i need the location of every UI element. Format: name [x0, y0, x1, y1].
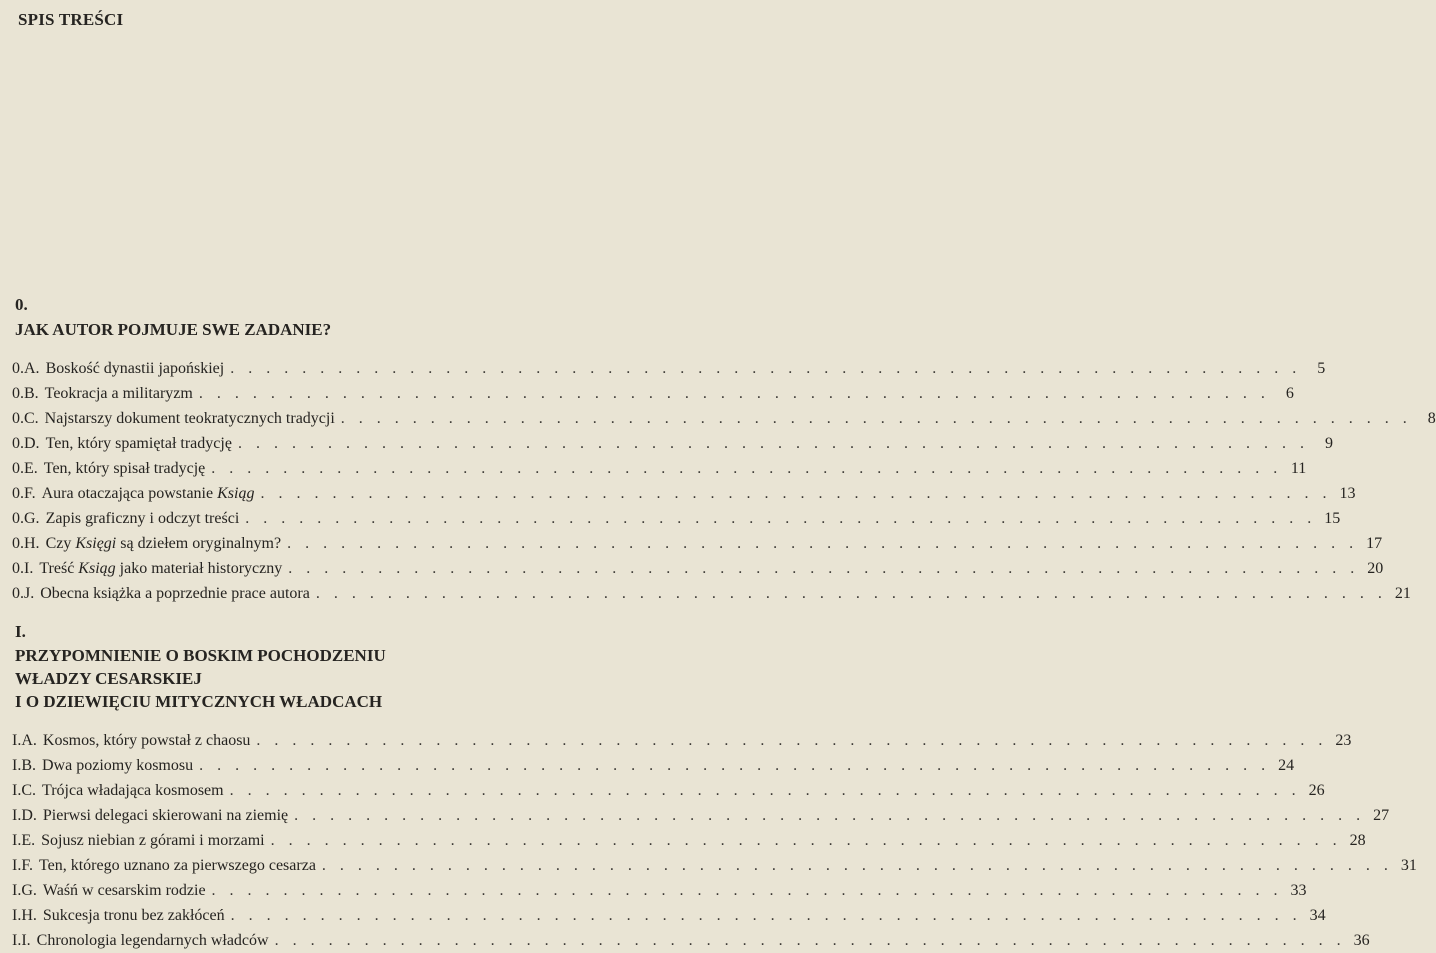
- toc-entry-page: 33: [1290, 882, 1307, 899]
- toc-entry-page: 28: [1349, 832, 1366, 849]
- toc-entry-title-text: Chronologia legendarnych władców: [36, 932, 269, 949]
- toc-entry-title: [36, 753, 193, 778]
- toc-leader-dots: . . . . . . . . . . . . . . . . . . . . . . . . . . . . . . . . . . . . . . . . . . . . . . . . . . . . . . . . . . . .: [230, 360, 1302, 377]
- toc-entry-title: [40, 431, 232, 456]
- toc-entry-title: [38, 456, 206, 481]
- toc-entry-label: 0.H.: [12, 535, 40, 552]
- toc-entry: [12, 481, 1356, 506]
- toc-entry-title: [39, 406, 335, 431]
- chapter-title-line: WŁADZY CESARSKIEJ: [15, 669, 202, 688]
- toc-entry: [12, 828, 1366, 853]
- toc-leader-dots: . . . . . . . . . . . . . . . . . . . . . . . . . . . . . . . . . . . . . . . . . . . . . . . . . . . . . . . . . . . .: [321, 857, 1393, 874]
- toc-entry-title: [33, 853, 316, 878]
- toc-entry: [12, 853, 1417, 878]
- toc-entry-page: 13: [1339, 485, 1356, 502]
- toc-leader-dots: . . . . . . . . . . . . . . . . . . . . . . . . . . . . . . . . . . . . . . . . . . . . . . . . . . . . . . . . . . . .: [198, 385, 1270, 402]
- toc-entry-page: 34: [1309, 907, 1326, 924]
- toc-entry-page: 11: [1290, 460, 1307, 477]
- toc-entry-title: [36, 778, 224, 803]
- toc-leader-dots: . . . . . . . . . . . . . . . . . . . . . . . . . . . . . . . . . . . . . . . . . . . . . . . . . . . . . . . . . . . .: [260, 485, 1332, 502]
- toc-entry-title: [35, 828, 265, 853]
- toc-leader-dots: . . . . . . . . . . . . . . . . . . . . . . . . . . . . . . . . . . . . . . . . . . . . . . . . . . . . . . . . . . . .: [287, 535, 1359, 552]
- toc-entry-title: [36, 481, 255, 506]
- toc-entry-label: I.A.: [12, 732, 37, 749]
- toc-entry: [12, 778, 1325, 803]
- toc-entry-title-text: Ten, którego uznano za pierwszego cesarza: [38, 857, 316, 874]
- toc-entry-title: [39, 381, 193, 406]
- chapter-title-line: I O DZIEWIĘCIU MITYCZNYCH WŁADCACH: [15, 692, 383, 711]
- toc-entry-label: I.G.: [12, 882, 37, 899]
- toc-entry: [12, 803, 1390, 828]
- toc-entry-label: 0.A.: [12, 360, 40, 377]
- toc-entry-label: I.I.: [12, 932, 31, 949]
- toc-entry: [12, 531, 1383, 556]
- toc-entry-title-text: jako materiał historyczny: [115, 560, 283, 577]
- toc-entry-label: I.B.: [12, 757, 36, 774]
- toc-entry-title: [40, 531, 282, 556]
- toc-entry-page: 31: [1400, 857, 1417, 874]
- toc-leader-dots: . . . . . . . . . . . . . . . . . . . . . . . . . . . . . . . . . . . . . . . . . . . . . . . . . . . . . . . . . . . .: [230, 907, 1302, 924]
- toc-leader-dots: . . . . . . . . . . . . . . . . . . . . . . . . . . . . . . . . . . . . . . . . . . . . . . . . . . . . . . . . . . . .: [288, 560, 1360, 577]
- toc-leader-dots: . . . . . . . . . . . . . . . . . . . . . . . . . . . . . . . . . . . . . . . . . . . . . . . . . . . . . . . . . . . .: [256, 732, 1328, 749]
- toc-leader-dots: . . . . . . . . . . . . . . . . . . . . . . . . . . . . . . . . . . . . . . . . . . . . . . . . . . . . . . . . . . . .: [211, 882, 1283, 899]
- toc-leader-dots: . . . . . . . . . . . . . . . . . . . . . . . . . . . . . . . . . . . . . . . . . . . . . . . . . . . . . . . . . . . .: [237, 435, 1309, 452]
- toc-entry-title-italic: Księgi: [75, 535, 117, 552]
- toc-entry: [12, 431, 1333, 456]
- toc-entry: [12, 903, 1326, 928]
- toc-entry-title: [34, 581, 310, 606]
- toc-entry-title-text: Zapis graficzny i odczyt treści: [45, 510, 240, 527]
- toc-entry-title-text: Aura otaczająca powstanie: [41, 485, 218, 502]
- toc-entry-label: 0.I.: [12, 560, 34, 577]
- toc-leader-dots: . . . . . . . . . . . . . . . . . . . . . . . . . . . . . . . . . . . . . . . . . . . . . . . . . . . . . . . . . . . .: [274, 932, 1346, 949]
- toc-leader-dots: . . . . . . . . . . . . . . . . . . . . . . . . . . . . . . . . . . . . . . . . . . . . . . . . . . . . . . . . . . . .: [270, 832, 1342, 849]
- toc-leader-dots: . . . . . . . . . . . . . . . . . . . . . . . . . . . . . . . . . . . . . . . . . . . . . . . . . . . . . . . . . . . .: [340, 410, 1412, 427]
- toc-entry: [12, 556, 1384, 581]
- toc-entry-label: 0.B.: [12, 385, 39, 402]
- toc-entry: [12, 753, 1295, 778]
- toc-entry-page: 24: [1278, 757, 1295, 774]
- toc-entry-label: 0.C.: [12, 410, 39, 427]
- toc-entry: [12, 506, 1341, 531]
- toc-entry-title: [31, 928, 269, 953]
- toc-entry-title-text: Treść: [39, 560, 79, 577]
- chapter-0-number: 0.: [15, 295, 28, 314]
- toc-entry-label: 0.J.: [12, 585, 35, 602]
- toc-entry: [12, 356, 1326, 381]
- toc-entry: [12, 878, 1307, 903]
- toc-entry-page: 17: [1366, 535, 1383, 552]
- toc-entry-title-text: Obecna książka a poprzednie prace autora: [40, 585, 310, 602]
- toc-leader-dots: . . . . . . . . . . . . . . . . . . . . . . . . . . . . . . . . . . . . . . . . . . . . . . . . . . . . . . . . . . . .: [211, 460, 1283, 477]
- toc-entry-page: 6: [1285, 385, 1294, 402]
- toc-entry-title-text: Sukcesja tronu bez zakłóceń: [42, 907, 225, 924]
- chapter-title-line: JAK AUTOR POJMUJE SWE ZADANIE?: [15, 320, 332, 339]
- toc-list-chapter-0: [12, 356, 1436, 606]
- page-title: SPIS TREŚCI: [18, 10, 124, 29]
- toc-entry-title-text: Kosmos, który powstał z chaosu: [42, 732, 251, 749]
- toc-entry-title-text: Najstarszy dokument teokratycznych tradycji: [44, 410, 335, 427]
- toc-entry-title: [37, 878, 206, 903]
- toc-entry-title-italic: Ksiąg: [78, 560, 116, 577]
- toc-entry-page: 27: [1373, 807, 1390, 824]
- toc-entry-title: [37, 903, 225, 928]
- toc-entry-page: 15: [1324, 510, 1341, 527]
- toc-entry-title: [40, 356, 225, 381]
- toc-entry-page: 9: [1324, 435, 1333, 452]
- toc-entry-label: 0.E.: [12, 460, 38, 477]
- chapter-title-line: PRZYPOMNIENIE O BOSKIM POCHODZENIU: [15, 646, 386, 665]
- toc-entry-page: 8: [1427, 410, 1436, 427]
- toc-entry-label: I.D.: [12, 807, 37, 824]
- toc-leader-dots: . . . . . . . . . . . . . . . . . . . . . . . . . . . . . . . . . . . . . . . . . . . . . . . . . . . . . . . . . . . .: [315, 585, 1387, 602]
- toc-entry-title-text: Pierwsi delegaci skierowani na ziemię: [42, 807, 289, 824]
- toc-list-chapter-1: [12, 728, 1417, 953]
- chapter-0-title: [15, 318, 331, 341]
- toc-entry-label: I.H.: [12, 907, 37, 924]
- toc-entry-label: 0.G.: [12, 510, 40, 527]
- toc-entry: [12, 381, 1294, 406]
- toc-entry-page: 36: [1353, 932, 1370, 949]
- toc-entry: [12, 456, 1307, 481]
- toc-entry-title: [33, 556, 282, 581]
- toc-entry-label: 0.D.: [12, 435, 40, 452]
- toc-entry: [12, 728, 1352, 753]
- toc-entry-page: 5: [1317, 360, 1326, 377]
- toc-entry-title-text: Czy: [45, 535, 76, 552]
- chapter-1-title: [15, 644, 386, 713]
- toc-entry-title-text: Trójca władająca kosmosem: [42, 782, 224, 799]
- toc-entry: [12, 928, 1370, 953]
- toc-entry-title: [37, 803, 288, 828]
- toc-leader-dots: . . . . . . . . . . . . . . . . . . . . . . . . . . . . . . . . . . . . . . . . . . . . . . . . . . . . . . . . . . . .: [294, 807, 1366, 824]
- toc-entry-title-text: Ten, który spisał tradycję: [43, 460, 206, 477]
- toc-entry-title-text: Waśń w cesarskim rodzie: [42, 882, 206, 899]
- toc-entry-label: I.C.: [12, 782, 36, 799]
- toc-entry-title-text: Teokracja a militaryzm: [44, 385, 193, 402]
- toc-entry-title-italic: Ksiąg: [217, 485, 255, 502]
- toc-entry-label: I.F.: [12, 857, 33, 874]
- toc-entry-title: [40, 506, 240, 531]
- toc-entry-page: 23: [1335, 732, 1352, 749]
- toc-entry-title: [37, 728, 251, 753]
- toc-leader-dots: . . . . . . . . . . . . . . . . . . . . . . . . . . . . . . . . . . . . . . . . . . . . . . . . . . . . . . . . . . . .: [229, 782, 1301, 799]
- toc-leader-dots: . . . . . . . . . . . . . . . . . . . . . . . . . . . . . . . . . . . . . . . . . . . . . . . . . . . . . . . . . . . .: [245, 510, 1317, 527]
- toc-entry: [12, 406, 1436, 431]
- toc-entry-page: 20: [1367, 560, 1384, 577]
- chapter-1-number: I.: [15, 622, 26, 641]
- toc-entry-label: I.E.: [12, 832, 36, 849]
- toc-entry-title-text: są dziełem oryginalnym?: [116, 535, 282, 552]
- toc-entry-title-text: Boskość dynastii japońskiej: [45, 360, 225, 377]
- toc-entry-title-text: Ten, który spamiętał tradycję: [45, 435, 232, 452]
- toc-entry-label: 0.F.: [12, 485, 36, 502]
- toc-entry-page: 26: [1308, 782, 1325, 799]
- toc-entry-page: 21: [1394, 585, 1411, 602]
- toc-entry-title-text: Sojusz niebian z górami i morzami: [41, 832, 265, 849]
- toc-entry-title-text: Dwa poziomy kosmosu: [42, 757, 194, 774]
- toc-leader-dots: . . . . . . . . . . . . . . . . . . . . . . . . . . . . . . . . . . . . . . . . . . . . . . . . . . . . . . . . . . . .: [199, 757, 1271, 774]
- toc-entry: [12, 581, 1411, 606]
